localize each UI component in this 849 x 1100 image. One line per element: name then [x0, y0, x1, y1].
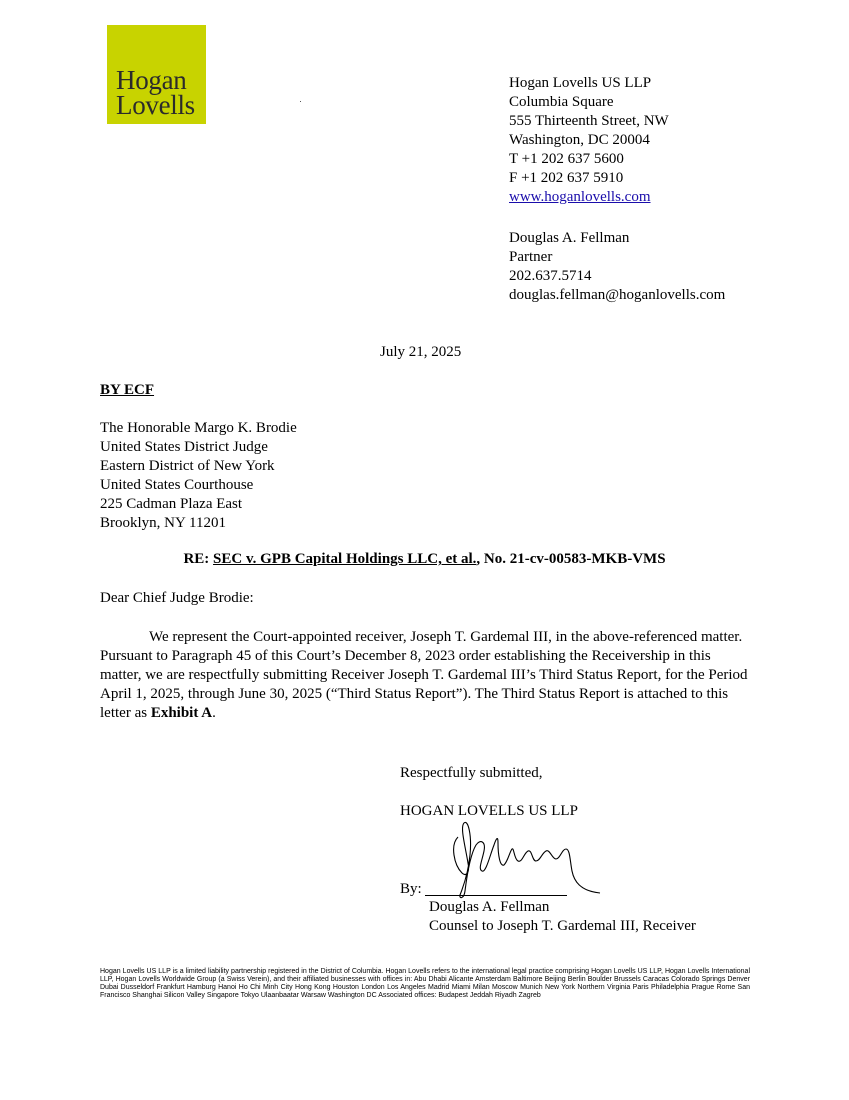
addressee-line: The Honorable Margo K. Brodie [100, 420, 297, 436]
body-end: . [212, 705, 216, 721]
signature-line [425, 895, 567, 896]
addressee-line: Eastern District of New York [100, 458, 275, 474]
addressee-line: Brooklyn, NY 11201 [100, 515, 226, 531]
author-block [509, 229, 725, 305]
legal-footer: Hogan Lovells US LLP is a limited liability partnership registered in the District of Columbia. Hogan Lovells refers to the international legal practice comprising Hogan Lovells US LLP, Hogan Lovells International LLP, Hogan Lovells Worldwide Group (a Swiss Verein), and their affiliated businesses with offices in: Abu Dhabi Alicante Amsterdam Baltimore Beijing Berlin Boulder Brussels Caracas Colorado Springs Denver Dubai Dusseldorf Frankfurt Hamburg Hanoi Ho Chi Minh City Hong Kong Houston London Los Angeles Madrid Miami Milan Moscow Munich New York Northern Virginia Paris Philadelphia Prague Rome San Francisco Shanghai Silicon Valley Singapore Tokyo Ulaanbaatar Warsaw Washington DC Associated offices: Budapest Jeddah Riyadh Zagreb [100, 968, 750, 999]
stray-dot [300, 101, 301, 102]
addressee-block [100, 419, 297, 533]
signer-title: Counsel to Joseph T. Gardemal III, Receiver [429, 918, 696, 934]
firm-fax: F +1 202 637 5910 [509, 170, 624, 186]
subject-line [0, 550, 849, 569]
firm-city: Washington, DC 20004 [509, 132, 650, 148]
firm-phone: T +1 202 637 5600 [509, 151, 624, 167]
closing-phrase: Respectfully submitted, [400, 765, 543, 781]
signer-block [429, 898, 696, 936]
signer-name: Douglas A. Fellman [429, 899, 550, 915]
author-title: Partner [509, 249, 553, 265]
logo-line-1: Hogan [116, 65, 187, 95]
author-email: douglas.fellman@hoganlovells.com [509, 287, 726, 303]
by-label: By: [400, 881, 422, 897]
firm-address-block [509, 74, 669, 207]
letter-date: July 21, 2025 [380, 344, 462, 360]
firm-name: Hogan Lovells US LLP [509, 75, 652, 91]
firm-building: Columbia Square [509, 94, 614, 110]
firm-street: 555 Thirteenth Street, NW [509, 113, 669, 129]
handwritten-signature [440, 815, 610, 900]
addressee-line: 225 Cadman Plaza East [100, 496, 243, 512]
re-label: RE: [183, 551, 210, 567]
author-phone: 202.637.5714 [509, 268, 592, 284]
firm-website-link[interactable]: www.hoganlovells.com [509, 189, 651, 205]
case-name: SEC v. GPB Capital Holdings LLC, et al. [213, 551, 477, 567]
case-number: , No. 21-cv-00583-MKB-VMS [476, 551, 666, 567]
delivery-method: BY ECF [100, 382, 155, 398]
addressee-line: United States Courthouse [100, 477, 254, 493]
exhibit-reference: Exhibit A [150, 705, 213, 721]
author-name: Douglas A. Fellman [509, 230, 630, 246]
salutation: Dear Chief Judge Brodie: [100, 590, 254, 606]
closing-firm: HOGAN LOVELLS US LLP [400, 803, 578, 819]
hogan-lovells-logo [107, 25, 206, 124]
logo-line-2: Lovells [116, 90, 195, 120]
addressee-line: United States District Judge [100, 439, 268, 455]
body-paragraph [100, 628, 750, 723]
body-text: We represent the Court-appointed receiver, Joseph T. Gardemal III, in the above-referenced matter. Pursuant to Paragraph 45 of this Court’s December 8, 2023 order establishing the Receivership in this matter, we are respectfully submitting Receiver Joseph T. Gardemal III’s Third Status Report, for the Period April 1, 2025, through June 30, 2025 (“Third Status Report”). The Third Status Report is attached to this letter as [100, 629, 748, 721]
